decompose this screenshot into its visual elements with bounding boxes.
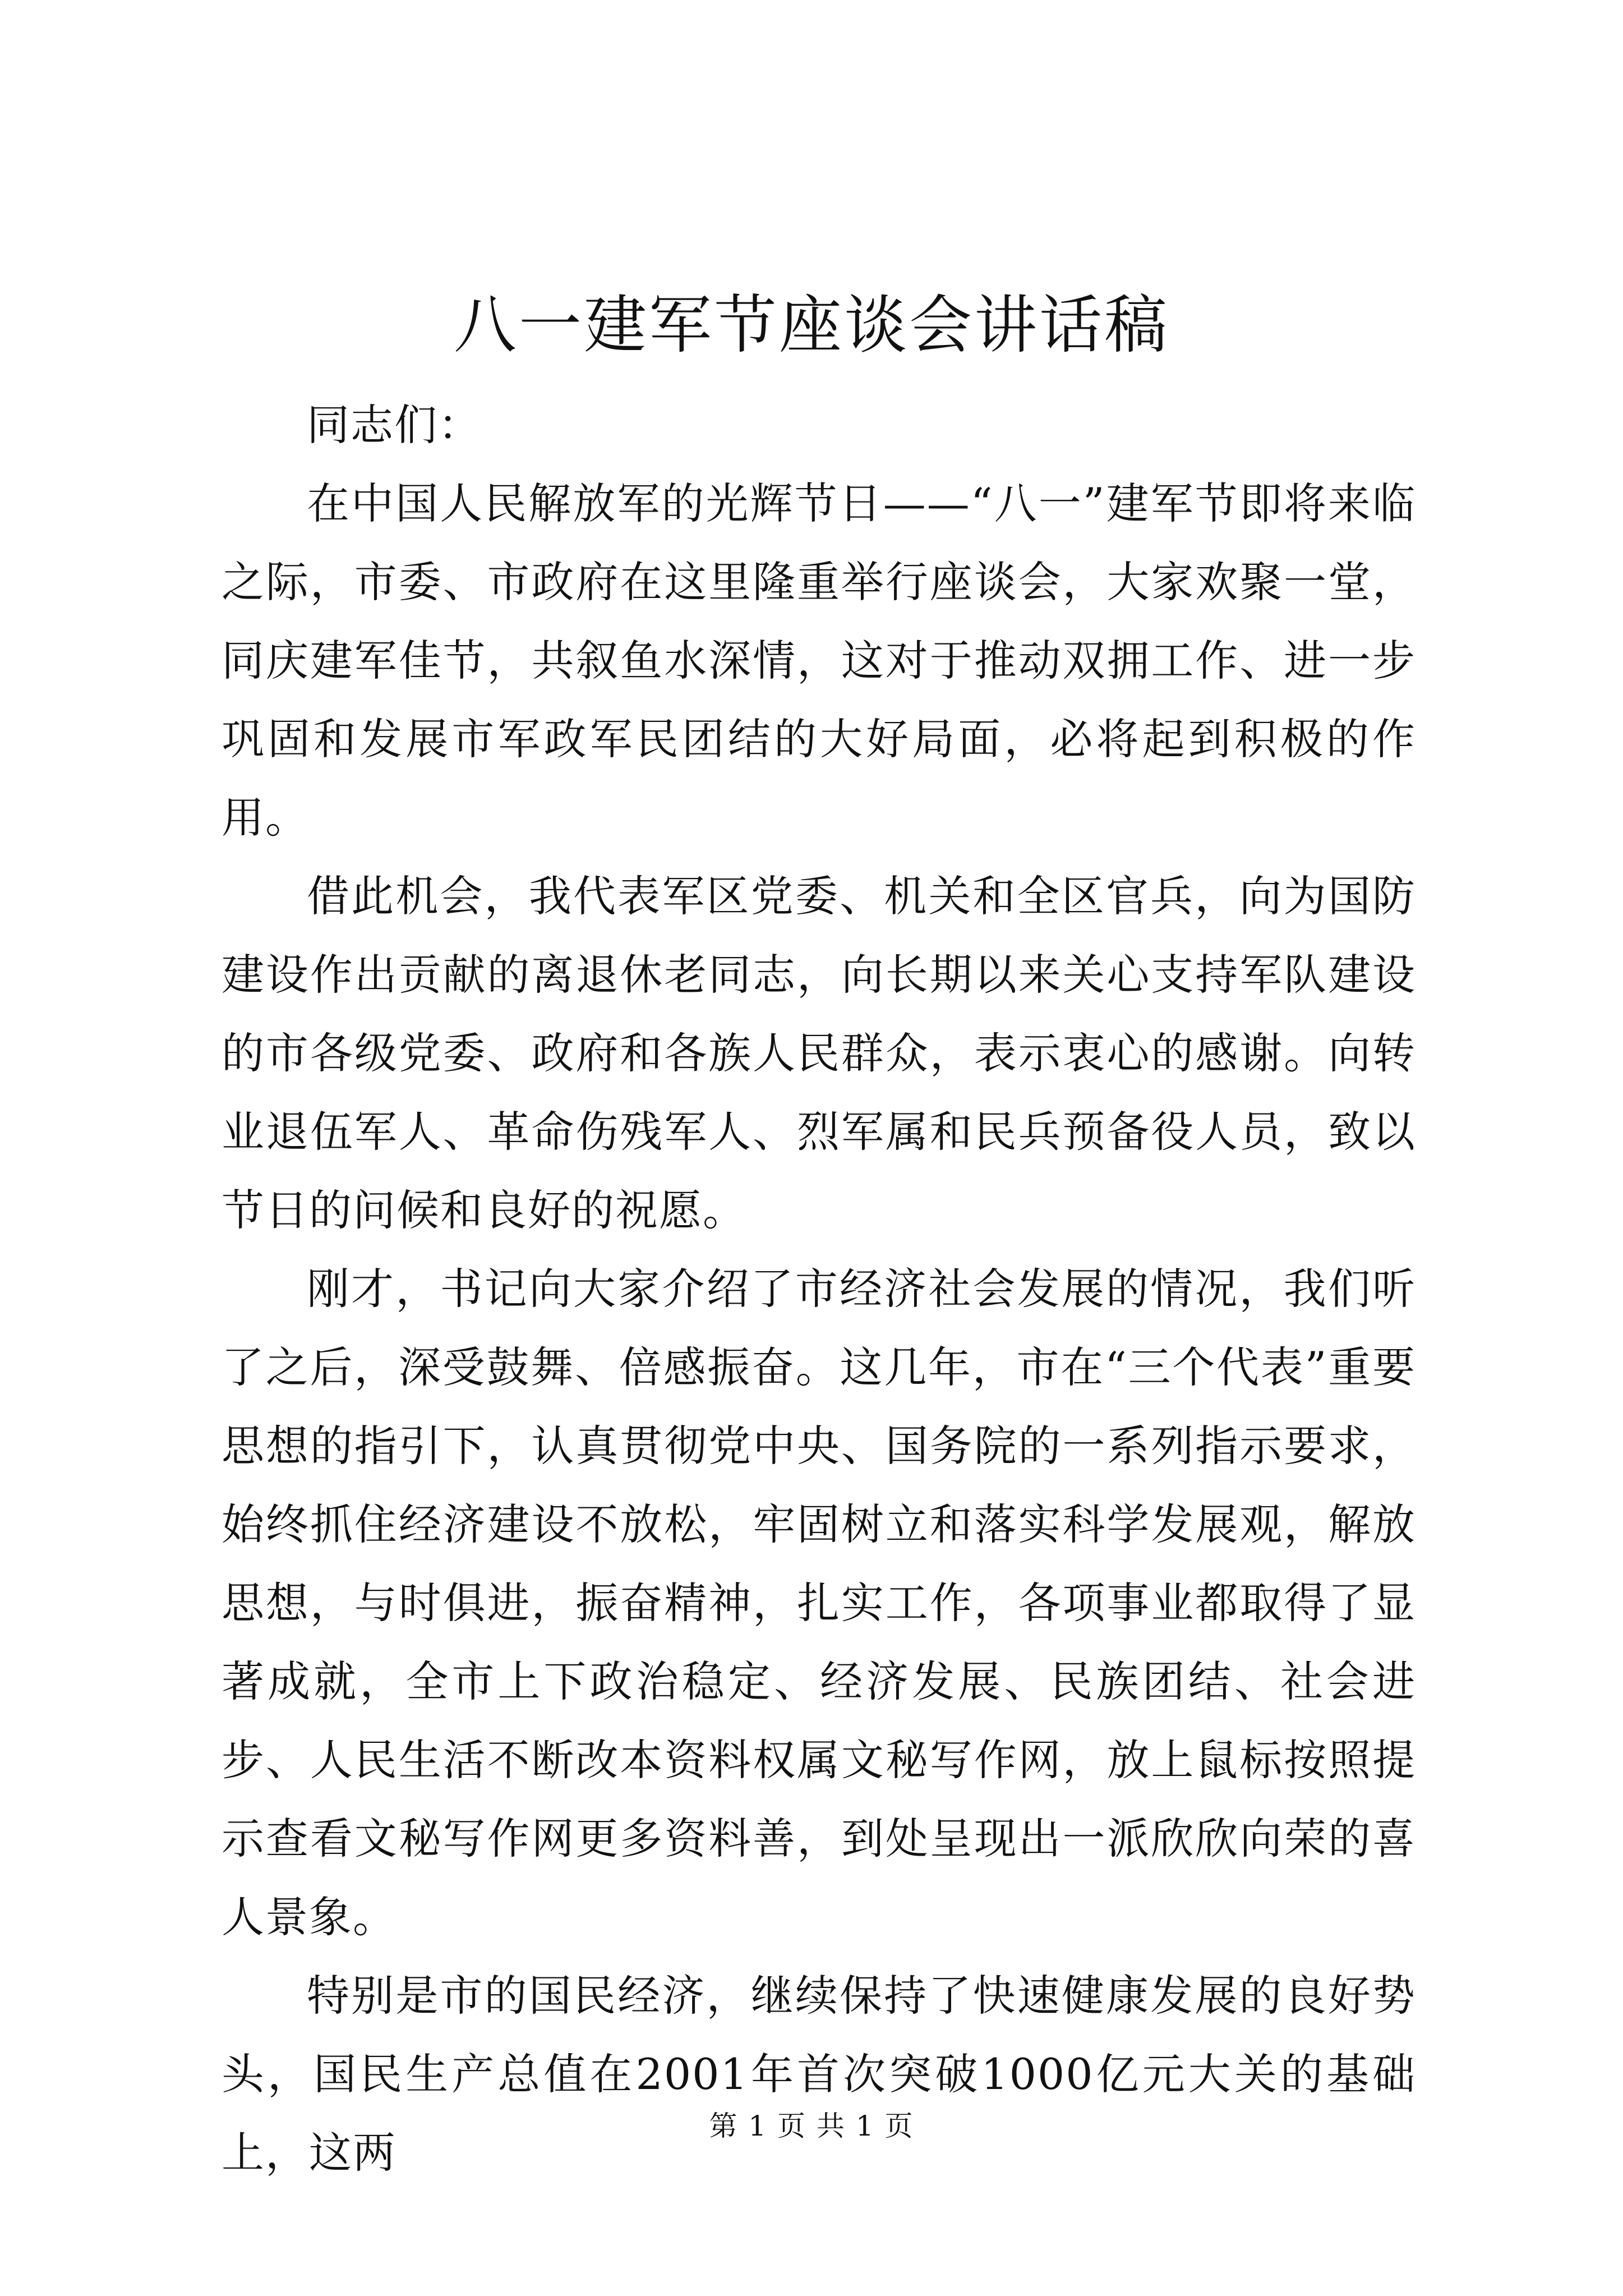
paragraph-1: 在中国人民解放军的光辉节日——“八一”建军节即将来临之际，市委、市政府在这里隆重举行座谈会，大家欢聚一堂，同庆建军佳节，共叙鱼水深情，这对于推动双拥工作、进一步巩固和发展市军政军民团结的大好局面，必将起到积极的作用。: [222, 478, 1416, 843]
paragraph-2: 借此机会，我代表军区党委、机关和全区官兵，向为国防建设作出贡献的离退休老同志，向长期以来关心支持军队建设的市各级党委、政府和各族人民群众，表示衷心的感谢。向转业退伍军人、革命伤残军人、烈军属和民兵预备役人员，致以节日的问候和良好的祝愿。: [222, 871, 1416, 1235]
document-body: [222, 386, 1416, 2192]
paragraph-4: 特别是市的国民经济，继续保持了快速健康发展的良好势头，国民生产总值在2001年首次突破1000亿元大关的基础上，这两: [222, 1971, 1416, 2178]
page-number-footer: 第 1 页 共 1 页: [709, 2110, 914, 2142]
paragraph-salutation: 同志们：: [307, 400, 482, 450]
document-title: 八一建军节座谈会讲话稿: [454, 289, 1169, 362]
paragraph-3: 刚才，书记向大家介绍了市经济社会发展的情况，我们听了之后，深受鼓舞、倍感振奋。这几年，市在“三个代表”重要思想的指引下，认真贯彻党中央、国务院的一系列指示要求，始终抓住经济建设不放松，牢固树立和落实科学发展观，解放思想，与时俱进，振奋精神，扎实工作，各项事业都取得了显著成就，全市上下政治稳定、经济发展、民族团结、社会进步、人民生活不断改本资料权属文秘写作网，放上鼠标按照提示查看文秘写作网更多资料善，到处呈现出一派欣欣向荣的喜人景象。: [222, 1264, 1416, 1942]
